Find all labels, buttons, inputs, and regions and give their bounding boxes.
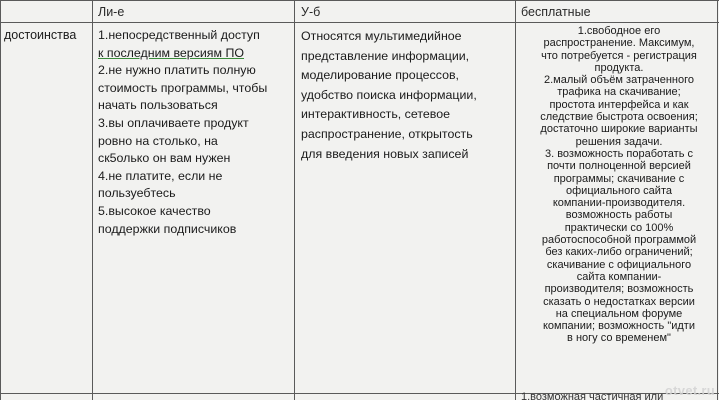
cell-line: Относятся мультимедийное xyxy=(301,29,462,43)
header-cell-licensed: Ли-е xyxy=(98,5,125,19)
table-border-left xyxy=(0,0,1,400)
table-border-right xyxy=(717,0,718,400)
cell-line: пользуебтесь xyxy=(98,186,176,201)
cell-line: 3. возможность поработать с xyxy=(544,147,694,160)
cell-line: 2.малый объём затраченного xyxy=(544,74,694,87)
cell-line: интерактивность, сетевое xyxy=(301,107,450,122)
header-cell-educational: У-б xyxy=(301,5,321,19)
column-divider-3 xyxy=(515,0,516,400)
cell-line: 1.свободное его xyxy=(577,25,661,37)
cell-line: ровно на столько, на xyxy=(98,133,218,148)
header-divider xyxy=(0,22,719,23)
cell-line: 2.не нужно платить полную xyxy=(98,63,256,78)
cell-line: достаточно широкие варианты xyxy=(540,123,698,136)
cell-line: почти полноценной версией xyxy=(547,160,691,173)
cell-line: в ногу со временем" xyxy=(567,332,671,345)
cell-line: компании; возможность "идти xyxy=(542,320,695,333)
cell-line: работоспособной программой xyxy=(541,234,697,247)
cell-line: удобство поиска информации, xyxy=(301,87,477,102)
cell-line: для введения новых записей xyxy=(301,146,469,161)
cell-line: что потребуется - регистрация xyxy=(541,49,697,62)
cell-line: стоимость программы, чтобы xyxy=(98,80,268,95)
cell-line: простота интерфейса и как xyxy=(549,98,689,111)
column-divider-2 xyxy=(294,0,295,400)
cell-line: практически со 100% xyxy=(564,221,674,234)
cell-line: официального сайта xyxy=(566,184,672,197)
cell-line: на специальном форуме xyxy=(555,307,683,320)
cell-line: сказать о недостатках версии xyxy=(543,295,695,308)
row-label-advantages: достоинства xyxy=(4,28,77,42)
cell-line: распространение, открытость xyxy=(301,126,473,141)
cell-line: моделирование процессов, xyxy=(301,68,459,83)
cell-line: ск5олько он вам нужен xyxy=(98,151,231,166)
cell-line: без каких-либо ограничений; xyxy=(545,246,693,259)
cell-line: продукта. xyxy=(594,61,644,74)
cell-line: решения задачи. xyxy=(575,135,663,148)
cell-line: к последним версиям ПО xyxy=(98,45,245,60)
table-border-top xyxy=(0,0,719,1)
cell-line: 1.непосредственный доступ xyxy=(98,28,260,42)
cell-line: сайта компании- xyxy=(576,270,662,283)
cell-line: возможность работы xyxy=(565,209,673,222)
cell-free-advantages xyxy=(521,25,717,345)
cell-line: скачивание с официального xyxy=(546,258,692,271)
cell-licensed-advantages xyxy=(98,27,288,238)
cell-line: производителя; возможность xyxy=(544,283,694,296)
header-cell-free: бесплатные xyxy=(521,5,591,19)
cell-educational-advantages xyxy=(301,27,511,164)
cell-line: поддержки подписчиков xyxy=(98,221,237,236)
cell-line: следствие быстрота освоения; xyxy=(540,111,698,124)
cell-line: начать пользоваться xyxy=(98,98,218,113)
cell-line: компании-производителя. xyxy=(552,197,686,210)
cell-line: распространение. Максимум, xyxy=(543,37,695,50)
cell-line: 4.не платите, если не xyxy=(98,168,223,183)
next-row-cell-free: 1.возможная частичная или xyxy=(521,391,664,400)
cell-line: 3.вы оплачиваете продукт xyxy=(98,115,249,130)
cell-line: программы; скачивание с xyxy=(553,172,685,185)
column-divider-1 xyxy=(92,0,93,400)
watermark: otvet.ru xyxy=(664,383,715,398)
cell-line: 5.высокое качество xyxy=(98,203,211,218)
cell-line: трафика на скачивание; xyxy=(557,86,681,99)
cell-line: представление информации, xyxy=(301,48,470,63)
